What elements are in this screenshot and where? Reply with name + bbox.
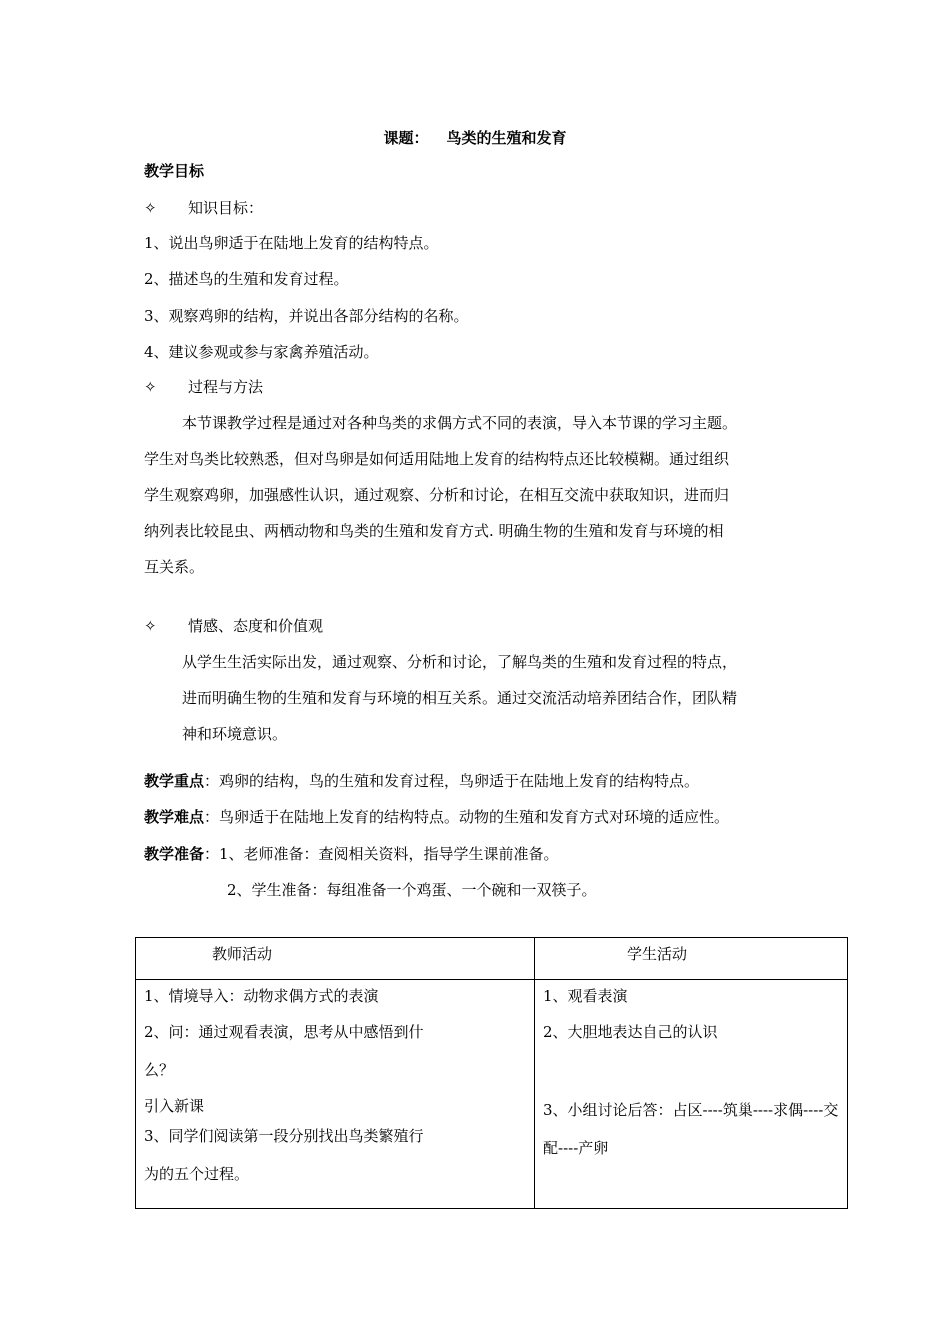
table-row xyxy=(136,980,848,1209)
difficulties xyxy=(144,807,729,827)
teacher-line: 1、情境导入：动物求偶方式的表演 xyxy=(144,987,379,1005)
teacher-line: 引入新课 xyxy=(144,1097,205,1115)
student-line: 配----产卵 xyxy=(543,1139,609,1157)
process-paragraph xyxy=(144,405,806,585)
knowledge-heading-line xyxy=(144,198,263,218)
title-main: 鸟类的生殖和发育 xyxy=(446,129,567,147)
process-line: 学生对鸟类比较熟悉，但对鸟卵是如何适用陆地上发育的结构特点还比较模糊。通过组织 xyxy=(144,450,730,468)
student-activities xyxy=(535,980,848,1209)
preparation-line1: ：1、老师准备：查阅相关资料，指导学生课前准备。 xyxy=(204,845,559,863)
emotion-heading-line xyxy=(144,616,323,636)
process-heading: 过程与方法 xyxy=(188,378,264,396)
knowledge-item: 3、观察鸡卵的结构，并说出各部分结构的名称。 xyxy=(144,307,469,325)
preparation xyxy=(144,844,559,864)
teacher-line: 2、问：通过观看表演，思考从中感悟到什 xyxy=(144,1023,424,1041)
student-line: 1、观看表演 xyxy=(543,987,628,1005)
process-line: 学生观察鸡卵，加强感性认识，通过观察、分析和讨论，在相互交流中获取知识，进而归 xyxy=(144,486,730,504)
process-line: 本节课教学过程是通过对各种鸟类的求偶方式不同的表演，导入本节课的学习主题。 xyxy=(182,414,738,432)
process-heading-line xyxy=(144,377,263,397)
knowledge-item: 1、说出鸟卵适于在陆地上发育的结构特点。 xyxy=(144,234,439,252)
student-line: 3、小组讨论后答：占区----筑巢----求偶----交 xyxy=(543,1101,839,1119)
student-line: 2、大胆地表达自己的认识 xyxy=(543,1023,718,1041)
emotion-line: 从学生生活实际出发，通过观察、分析和讨论，了解鸟类的生殖和发育过程的特点， xyxy=(182,653,738,671)
document-title xyxy=(0,128,950,148)
activity-table xyxy=(135,937,848,1209)
knowledge-heading: 知识目标： xyxy=(188,199,264,217)
emotion-line: 神和环境意识。 xyxy=(182,725,288,743)
process-line: 互关系。 xyxy=(144,558,205,576)
title-prefix: 课题： xyxy=(383,129,429,147)
teacher-line: 3、同学们阅读第一段分别找出鸟类繁殖行 xyxy=(144,1127,424,1145)
knowledge-item: 2、描述鸟的生殖和发育过程。 xyxy=(144,270,349,288)
diamond-bullet-icon: ✧ xyxy=(144,617,157,635)
goals-heading: 教学目标 xyxy=(144,162,205,180)
difficulties-text: ：鸟卵适于在陆地上发育的结构特点。动物的生殖和发育方式对环境的适应性。 xyxy=(204,808,730,826)
teacher-line: 么？ xyxy=(144,1061,175,1079)
student-header: 学生活动 xyxy=(535,938,848,980)
diamond-bullet-icon: ✧ xyxy=(144,378,157,396)
teacher-line: 为的五个过程。 xyxy=(144,1165,250,1183)
knowledge-item: 4、建议参观或参与家禽养殖活动。 xyxy=(144,343,379,361)
diamond-bullet-icon: ✧ xyxy=(144,199,157,217)
preparation-label: 教学准备 xyxy=(144,845,205,863)
key-points-text: ：鸡卵的结构，鸟的生殖和发育过程，鸟卵适于在陆地上发育的结构特点。 xyxy=(204,772,700,790)
teacher-header: 教师活动 xyxy=(136,938,535,980)
key-points-label: 教学重点 xyxy=(144,772,205,790)
emotion-paragraph xyxy=(182,644,808,752)
difficulties-label: 教学难点 xyxy=(144,808,205,826)
key-points xyxy=(144,771,699,791)
emotion-heading: 情感、态度和价值观 xyxy=(188,617,324,635)
teacher-activities xyxy=(136,980,535,1209)
process-line: 纳列表比较昆虫、两栖动物和鸟类的生殖和发育方式. 明确生物的生殖和发育与环境的相 xyxy=(144,522,724,540)
emotion-line: 进而明确生物的生殖和发育与环境的相互关系。通过交流活动培养团结合作，团队精 xyxy=(182,689,738,707)
preparation-line2: 2、学生准备：每组准备一个鸡蛋、一个碗和一双筷子。 xyxy=(227,881,597,899)
table-header-row xyxy=(136,938,848,980)
